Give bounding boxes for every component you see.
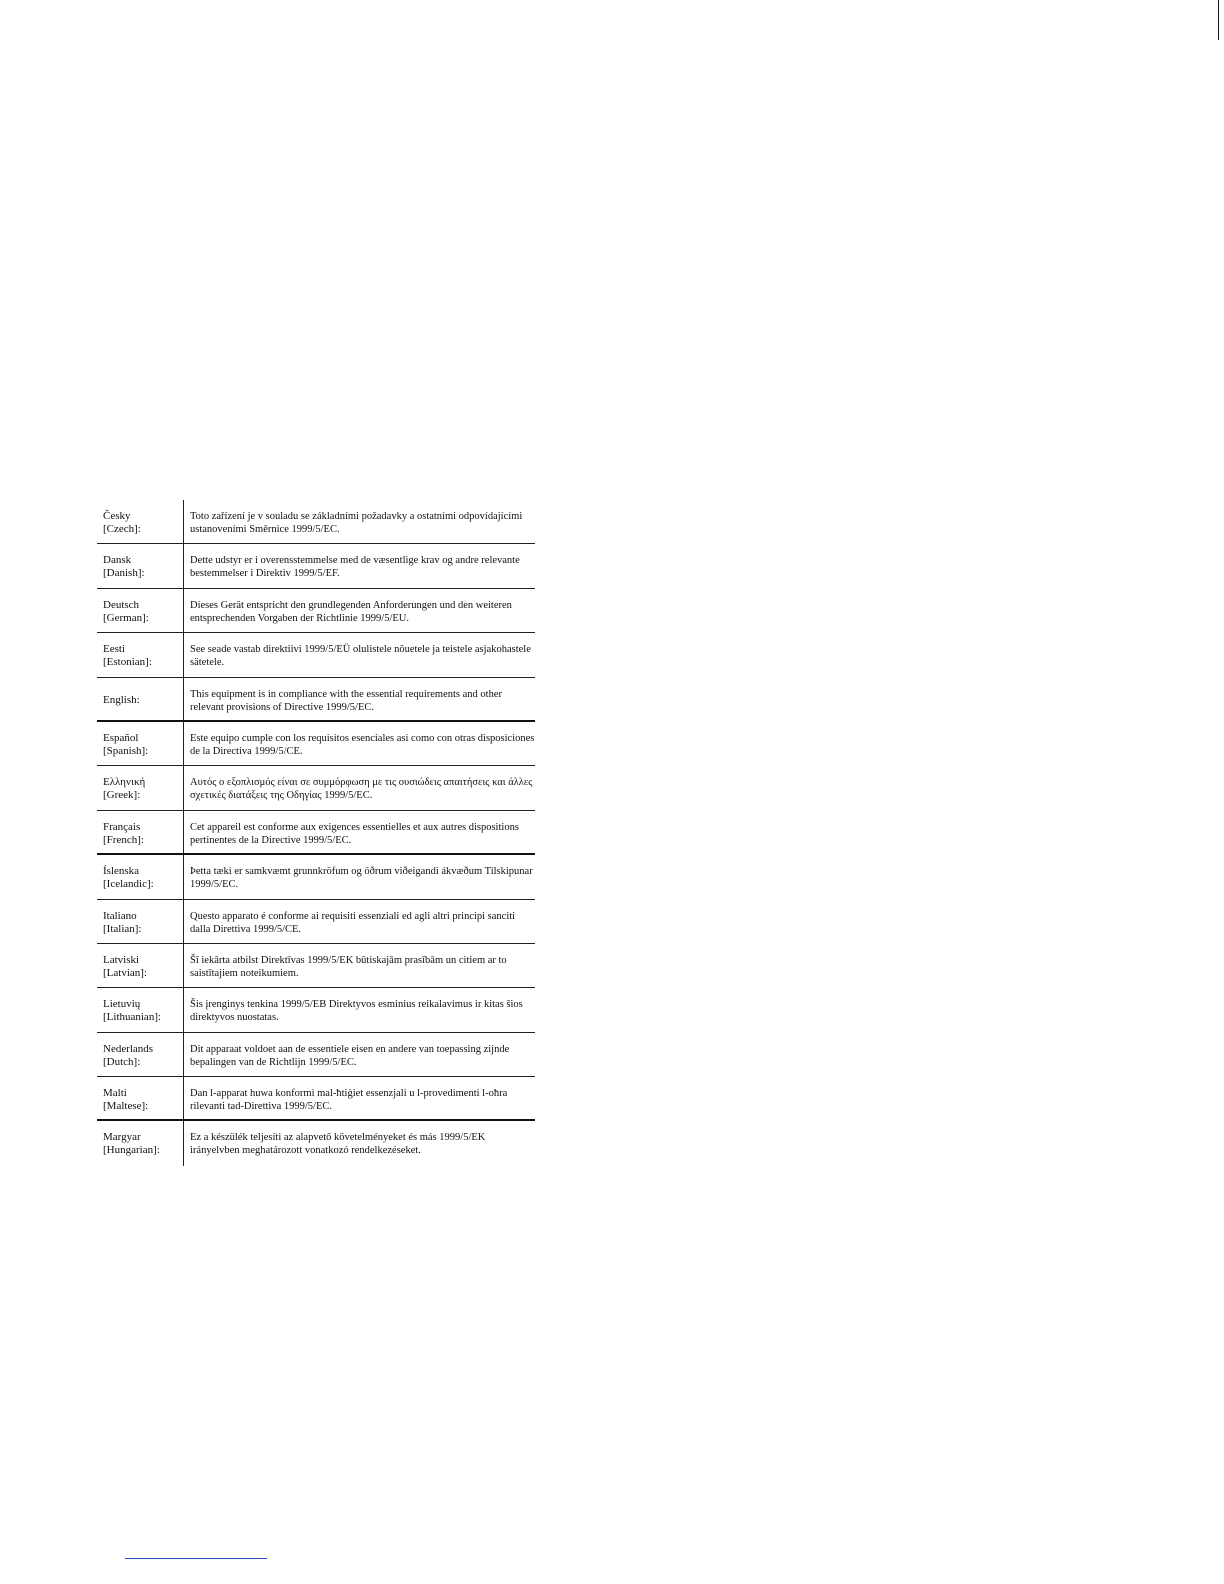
declaration-text: Šis įrenginys tenkina 1999/5/EB Direktyvos esminius reikalavimus ir kitas šios direktyvos nuostatas. bbox=[190, 999, 523, 1024]
language-english-name: [Dutch]: bbox=[103, 1055, 141, 1068]
declaration-text: Ez a készülék teljesíti az alapvető követelményeket és más 1999/5/EK irányelvben meghatározott vonatkozó rendelkezéseket. bbox=[190, 1132, 486, 1157]
language-english-name: [Greek]: bbox=[103, 789, 141, 802]
language-native-name: Ελληνική bbox=[103, 776, 146, 789]
language-cell bbox=[103, 643, 183, 669]
declaration-row-dutch bbox=[97, 1033, 535, 1077]
declaration-text: Αυτός ο εξοπλισμός είναι σε συμμόρφωση με τις ουσιώδεις απαιτήσεις και άλλες σχετικές διατάξεις της Οδηγίας 1999/5/EC. bbox=[190, 777, 533, 802]
declaration-row-french bbox=[97, 811, 535, 855]
language-native-name: Eesti bbox=[103, 643, 125, 656]
declaration-text: Toto zařízení je v souladu se základními požadavky a ostatními odpovídajícími ustanoveními Směrnice 1999/5/EC. bbox=[190, 511, 523, 535]
language-cell bbox=[103, 1087, 183, 1113]
declaration-text: Dit apparaat voldoet aan de essentiele eisen en andere van toepassing zijnde bepalingen van de Richtlijn 1999/5/EC. bbox=[190, 1043, 510, 1068]
declaration-text: Dette udstyr er i overensstemmelse med de væsentlige krav og andre relevante bestemmelser i Direktiv 1999/5/EF. bbox=[190, 555, 520, 580]
language-cell bbox=[103, 954, 183, 980]
declaration-text: Þetta tæki er samkvæmt grunnkröfum og öðrum viðeigandi ákvæðum Tilskipunar 1999/5/EC. bbox=[190, 866, 533, 891]
language-english-name: [Czech]: bbox=[103, 523, 141, 535]
language-native-name: Français bbox=[103, 820, 141, 833]
language-english-name: [Spanish]: bbox=[103, 744, 149, 757]
declaration-row-spanish bbox=[97, 722, 535, 766]
declaration-text: This equipment is in compliance with the essential requirements and other relevant provisions of Directive 1999/5/EC. bbox=[190, 688, 503, 713]
language-cell bbox=[103, 998, 183, 1024]
language-english-name: [Hungarian]: bbox=[103, 1144, 160, 1157]
declaration-text: Questo apparato é conforme ai requisiti essenziali ed agli altri principi sanciti dalla Direttiva 1999/5/CE. bbox=[190, 910, 516, 935]
language-english-name: [Lithuanian]: bbox=[103, 1011, 162, 1024]
language-native-name: Italiano bbox=[103, 909, 137, 922]
ce-compliance-table bbox=[97, 500, 535, 1166]
language-cell bbox=[103, 1043, 183, 1069]
language-cell bbox=[103, 554, 183, 580]
declaration-row-italian bbox=[97, 900, 535, 944]
language-english-name: [Icelandic]: bbox=[103, 878, 154, 891]
language-native-name: Lietuvių bbox=[103, 998, 141, 1011]
language-cell bbox=[103, 694, 183, 707]
page-edge-rule bbox=[1218, 0, 1219, 40]
language-cell bbox=[103, 1131, 183, 1157]
declaration-text: Este equipo cumple con los requisitos esenciales asi como con otras disposiciones de la Directiva 1999/5/CE. bbox=[190, 732, 535, 757]
declaration-row-maltese bbox=[97, 1077, 535, 1121]
declaration-row-danish bbox=[97, 544, 535, 588]
language-native-name: Deutsch bbox=[103, 598, 140, 611]
declaration-text: Dieses Gerät entspricht den grundlegenden Anforderungen und den weiteren entsprechenden Vorgaben der Richtlinie 1999/5/EU. bbox=[190, 599, 512, 624]
language-native-name: Nederlands bbox=[103, 1042, 154, 1055]
language-english-name: [Estonian]: bbox=[103, 656, 152, 669]
language-english-name: [Danish]: bbox=[103, 567, 145, 580]
declaration-text: Cet appareil est conforme aux exigences essentielles et aux autres dispositions pertinentes de la Directive 1999/5/EC. bbox=[190, 821, 519, 846]
language-native-name: Íslenska bbox=[103, 865, 140, 878]
language-native-name: Malti bbox=[103, 1087, 127, 1100]
language-native-name: Dansk bbox=[103, 554, 132, 567]
language-native-name: Español bbox=[103, 731, 139, 744]
language-english-name: [French]: bbox=[103, 833, 144, 846]
declaration-row-icelandic bbox=[97, 855, 535, 899]
language-cell bbox=[103, 732, 183, 758]
language-english-name: [Maltese]: bbox=[103, 1100, 149, 1113]
language-cell bbox=[103, 599, 183, 625]
language-english-name: [German]: bbox=[103, 611, 149, 624]
language-english-name: [Latvian]: bbox=[103, 966, 147, 979]
language-native-name: Česky bbox=[103, 510, 131, 522]
declaration-row-latvian bbox=[97, 944, 535, 988]
declaration-row-czech bbox=[97, 500, 535, 544]
footnote-separator bbox=[125, 1558, 267, 1559]
language-cell bbox=[103, 821, 183, 847]
language-native-name: English: bbox=[103, 693, 140, 706]
declaration-row-english bbox=[97, 678, 535, 722]
declaration-row-german bbox=[97, 589, 535, 633]
declaration-text: Dan l-apparat huwa konformi mal-ħtiġiet essenzjali u l-provedimenti l-oħra rilevanti tad-Direttiva 1999/5/EC. bbox=[190, 1088, 508, 1113]
declaration-row-estonian bbox=[97, 633, 535, 677]
language-english-name: [Italian]: bbox=[103, 922, 142, 935]
language-cell bbox=[103, 910, 183, 936]
declaration-row-lithuanian bbox=[97, 988, 535, 1032]
language-native-name: Latviski bbox=[103, 953, 140, 966]
language-cell bbox=[103, 776, 183, 802]
language-cell bbox=[103, 865, 183, 891]
language-native-name: Margyar bbox=[103, 1131, 141, 1144]
declaration-text: Šī iekārta atbilst Direktīvas 1999/5/EK būtiskajām prasībām un citiem ar to saistītajiem noteikumiem. bbox=[190, 954, 507, 979]
language-cell bbox=[103, 510, 183, 536]
declaration-row-greek bbox=[97, 766, 535, 810]
declaration-row-hungarian bbox=[97, 1121, 535, 1165]
declaration-text: See seade vastab direktiivi 1999/5/EÜ olulistele nõuetele ja teistele asjakohastele sätetele. bbox=[190, 644, 531, 669]
